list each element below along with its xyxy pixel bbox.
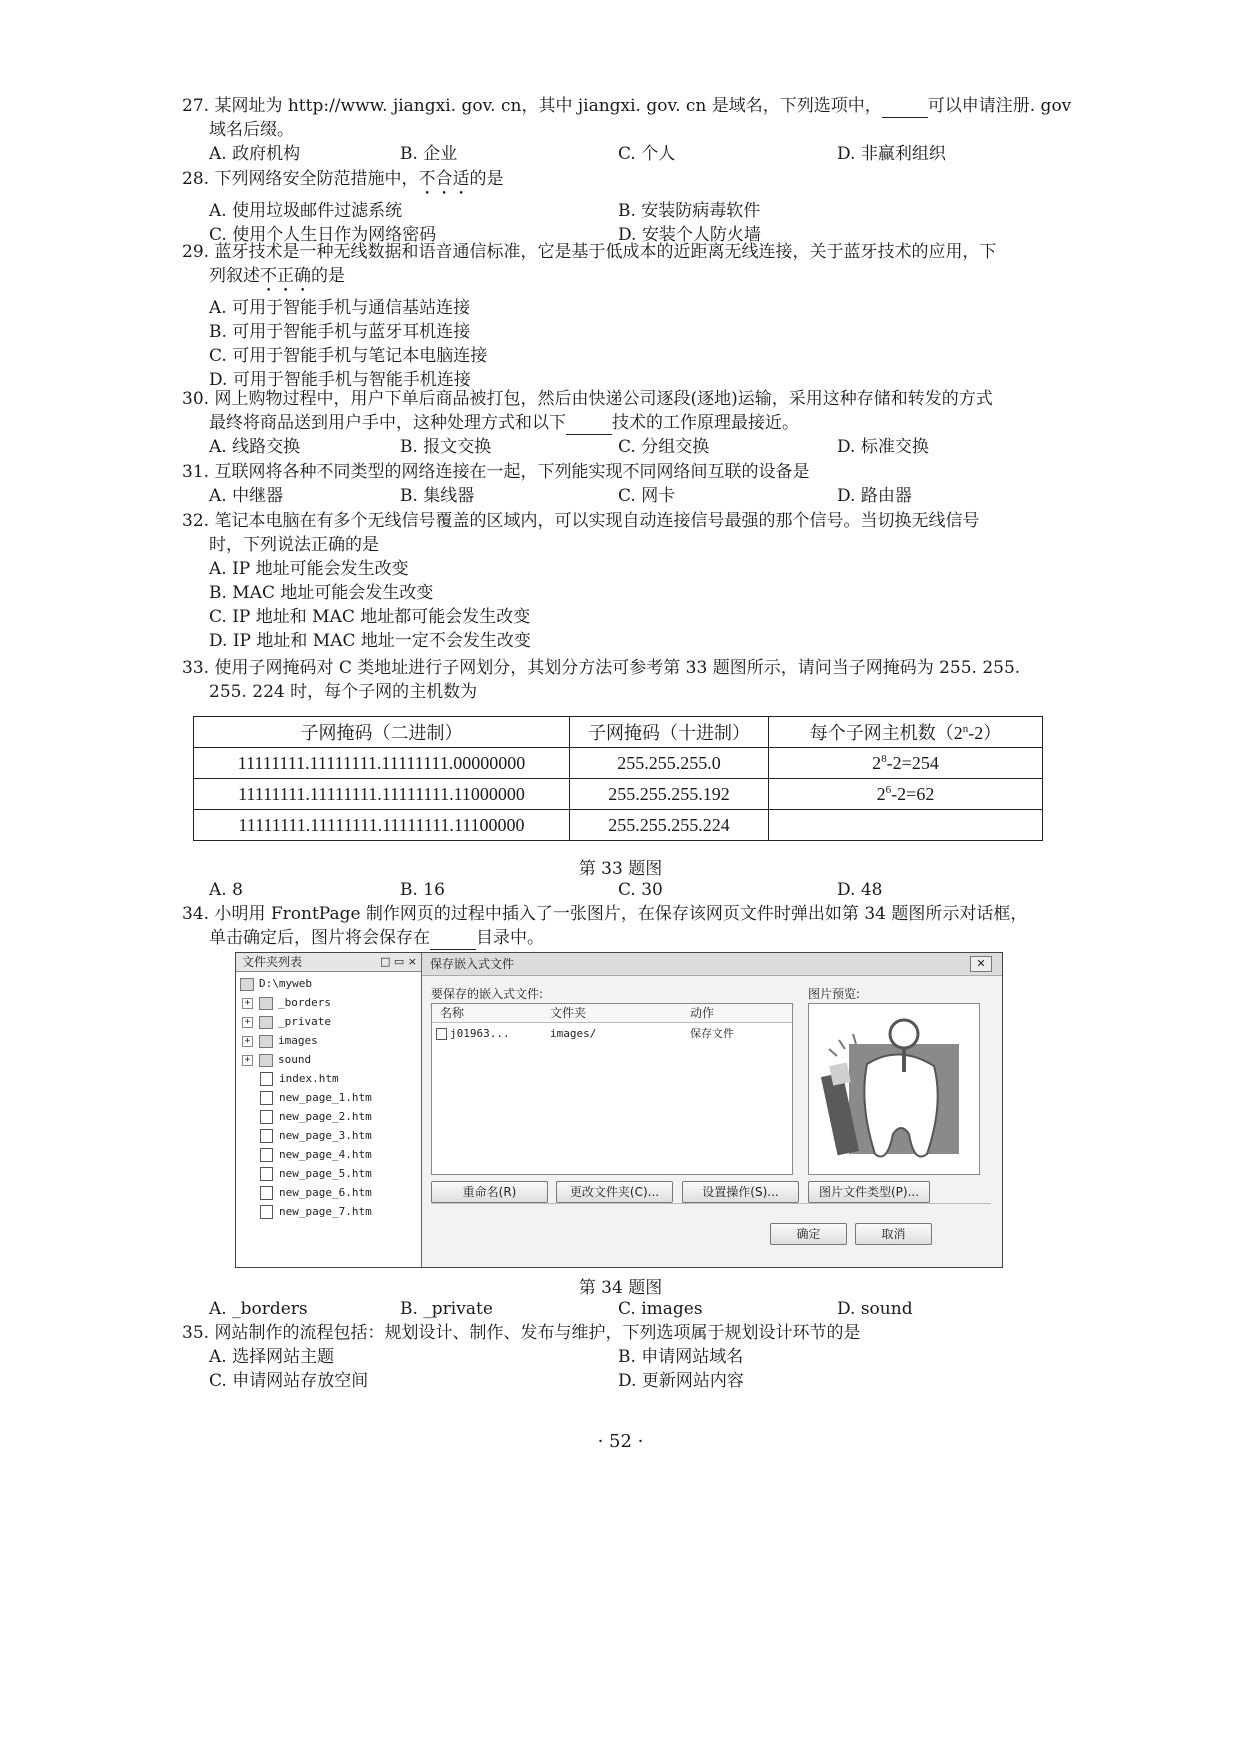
option-a[interactable]: A. 可用于智能手机与通信基站连接 (209, 298, 471, 318)
question-33 (182, 656, 1062, 704)
option-d[interactable]: D. 48 (837, 880, 883, 900)
option-c[interactable]: C. 30 (618, 880, 663, 900)
divider (431, 1203, 991, 1204)
tree-file[interactable]: new_page_4.htm (260, 1146, 372, 1163)
question-27-stem-end: 可以申请注册. gov (927, 96, 1072, 116)
option-c[interactable]: C. 使用个人生日作为网络密码 (209, 225, 437, 245)
page-icon (260, 1129, 273, 1143)
table-header: 子网掩码（二进制） (194, 717, 570, 748)
table-cell: $2^6-2=62$ (769, 779, 1043, 810)
table-cell (769, 810, 1043, 841)
option-d[interactable]: D. 安装个人防火墙 (618, 225, 761, 245)
rename-button[interactable]: 重命名(R) (431, 1181, 548, 1203)
option-b[interactable]: B. 安装防病毒软件 (618, 201, 761, 221)
tree-folder[interactable]: + _borders (242, 994, 331, 1011)
table-cell: 255.255.255.224 (570, 810, 769, 841)
tree-folder[interactable]: + sound (242, 1051, 311, 1068)
option-d[interactable]: D. 标准交换 (837, 437, 929, 457)
folder-list-pane (236, 953, 422, 1267)
table-row (194, 779, 1043, 810)
list-item-action: 保存文件 (690, 1027, 734, 1040)
option-b[interactable]: B. _private (400, 1299, 493, 1319)
table-header: 子网掩码（十进制） (570, 717, 769, 748)
question-34 (182, 902, 1062, 950)
table-cell: 11111111.11111111.11111111.11100000 (194, 810, 570, 841)
option-a[interactable]: A. 8 (209, 880, 243, 900)
question-28-stem: 28. 下列网络安全防范措施中， (182, 169, 419, 189)
question-30-stem-line2: 最终将商品送到用户手中，这种处理方式和以下 (209, 413, 566, 433)
column-header-folder[interactable]: 文件夹 (550, 1006, 587, 1020)
question-27-options (182, 142, 1062, 166)
list-item[interactable]: j01963... (436, 1026, 510, 1042)
option-c[interactable]: C. images (618, 1299, 703, 1319)
option-b[interactable]: B. 报文交换 (400, 437, 492, 457)
list-header (432, 1004, 792, 1023)
table-cell: $2^8-2=254$ (769, 748, 1043, 779)
question-33-options (182, 878, 1062, 902)
question-31-stem: 31. 互联网将各种不同类型的网络连接在一起，下列能实现不同网络间互联的设备是 (182, 462, 810, 482)
option-a[interactable]: A. 选择网站主题 (209, 1347, 335, 1367)
option-d[interactable]: D. 非赢利组织 (837, 144, 946, 164)
question-32-stem-line2: 时，下列说法正确的是 (209, 535, 379, 555)
table-cell: 255.255.255.192 (570, 779, 769, 810)
tree-file[interactable]: index.htm (260, 1070, 339, 1087)
page-icon (260, 1110, 273, 1124)
option-c[interactable]: C. 网卡 (618, 486, 676, 506)
option-c[interactable]: C. 可用于智能手机与笔记本电脑连接 (209, 346, 488, 366)
question-29-stem: 29. 蓝牙技术是一种无线数据和语音通信标准，它是基于低成本的近距离无线连接，关于蓝牙技术的应用，下 (182, 242, 997, 262)
table-header: 每个子网主机数（2$^n$-2） (769, 717, 1043, 748)
option-a[interactable]: A. 政府机构 (209, 144, 301, 164)
expand-icon[interactable]: + (242, 998, 253, 1009)
emphasis-text: 不正确 (260, 266, 311, 286)
question-31 (182, 460, 1062, 508)
home-page-icon (260, 1072, 273, 1086)
picture-preview (808, 1003, 980, 1175)
option-b[interactable]: B. MAC 地址可能会发生改变 (209, 583, 434, 603)
embedded-files-label: 要保存的嵌入式文件: (431, 987, 544, 1001)
column-header-name[interactable]: 名称 (440, 1006, 465, 1020)
question-35-stem: 35. 网站制作的流程包括：规划设计、制作、发布与维护，下列选项属于规划设计环节的是 (182, 1323, 861, 1343)
tree-file[interactable]: new_page_2.htm (260, 1108, 372, 1125)
answer-blank (882, 117, 928, 118)
folder-list-title: 文件夹列表 (242, 955, 303, 969)
answer-blank (430, 949, 476, 950)
question-28 (182, 167, 1062, 247)
option-d[interactable]: D. 可用于智能手机与智能手机连接 (209, 370, 471, 390)
question-27-stem-line2: 域名后缀。 (209, 120, 294, 140)
option-d[interactable]: D. 更新网站内容 (618, 1371, 744, 1391)
frontpage-dialog-figure (235, 952, 1003, 1268)
folder-icon (259, 997, 273, 1010)
page-icon (260, 1167, 273, 1181)
table-row (194, 748, 1043, 779)
option-a[interactable]: A. 线路交换 (209, 437, 301, 457)
close-icon[interactable]: ✕ (970, 956, 992, 972)
tree-root[interactable]: D:\myweb (240, 975, 312, 992)
folder-icon (259, 1035, 273, 1048)
question-33-stem-line2: 255. 224 时，每个子网的主机数为 (209, 682, 478, 702)
page-icon (260, 1186, 273, 1200)
folder-icon (240, 978, 254, 991)
folder-icon (259, 1016, 273, 1029)
subnet-table (193, 716, 1043, 841)
set-action-button[interactable]: 设置操作(S)... (682, 1181, 799, 1203)
option-a[interactable]: A. IP 地址可能会发生改变 (209, 559, 409, 579)
option-b[interactable]: B. 申请网站域名 (618, 1347, 744, 1367)
option-a[interactable]: A. 使用垃圾邮件过滤系统 (209, 201, 403, 221)
table-cell: 11111111.11111111.11111111.11000000 (194, 779, 570, 810)
question-30-options (182, 435, 1062, 459)
dialog-title: 保存嵌入式文件 (430, 957, 515, 971)
tree-file[interactable]: new_page_7.htm (260, 1203, 372, 1220)
question-34-stem-end: 目录中。 (476, 928, 544, 948)
change-folder-button[interactable]: 更改文件夹(C)... (556, 1181, 673, 1203)
question-32 (182, 509, 1062, 653)
page-icon (260, 1205, 273, 1219)
option-a[interactable]: A. _borders (209, 1299, 308, 1319)
folder-icon (259, 1054, 273, 1067)
option-c[interactable]: C. 个人 (618, 144, 676, 164)
question-30-stem-end: 技术的工作原理最接近。 (612, 413, 799, 433)
option-b[interactable]: B. 16 (400, 880, 445, 900)
dialog-titlebar (422, 953, 1002, 976)
table-cell: 255.255.255.0 (570, 748, 769, 779)
picture-file-type-button[interactable]: 图片文件类型(P)... (808, 1181, 930, 1203)
preview-label: 图片预览: (808, 987, 861, 1001)
page-number: · 52 · (597, 1431, 644, 1452)
option-c[interactable]: C. 申请网站存放空间 (209, 1371, 369, 1391)
option-c[interactable]: C. IP 地址和 MAC 地址都可能会发生改变 (209, 607, 531, 627)
page-icon (260, 1148, 273, 1162)
question-29-stem-end: 的是 (311, 266, 345, 286)
folder-list-header (236, 953, 421, 972)
table-header-row (194, 717, 1043, 748)
list-item-folder: images/ (550, 1027, 597, 1040)
option-d[interactable]: D. IP 地址和 MAC 地址一定不会发生改变 (209, 631, 531, 651)
question-34-stem: 34. 小明用 FrontPage 制作网页的过程中插入了一张图片，在保存该网页文件时弹出如第 34 题图所示对话框， (182, 904, 1028, 924)
expand-icon[interactable]: + (242, 1055, 253, 1066)
question-35 (182, 1321, 1062, 1393)
option-c[interactable]: C. 分组交换 (618, 437, 710, 457)
tree-folder[interactable]: + images (242, 1032, 318, 1049)
emphasis-text: 不合适 (418, 169, 470, 189)
option-b[interactable]: B. 企业 (400, 144, 458, 164)
expand-icon[interactable]: + (242, 1036, 253, 1047)
cancel-button[interactable]: 取消 (855, 1223, 932, 1245)
question-29-stem-line2: 列叙述 (209, 266, 260, 286)
question-32-stem: 32. 笔记本电脑在有多个无线信号覆盖的区域内，可以实现自动连接信号最强的那个信号。当切换无线信号 (182, 511, 980, 531)
table-cell: 11111111.11111111.11111111.00000000 (194, 748, 570, 779)
option-a[interactable]: A. 中继器 (209, 486, 284, 506)
save-embedded-files-dialog (422, 953, 1002, 1267)
figure-34-caption: 第 34 题图 (578, 1278, 663, 1298)
table-row (194, 810, 1043, 841)
option-d[interactable]: D. sound (837, 1299, 913, 1319)
question-34-stem-line2: 单击确定后，图片将会保存在 (209, 928, 430, 948)
page-icon (260, 1091, 273, 1105)
embedded-files-list[interactable] (431, 1003, 793, 1175)
option-b[interactable]: B. 可用于智能手机与蓝牙耳机连接 (209, 322, 471, 342)
column-header-action[interactable]: 动作 (690, 1006, 715, 1020)
image-file-icon (436, 1028, 447, 1040)
expand-icon[interactable]: + (242, 1017, 253, 1028)
question-28-stem-end: 的是 (469, 169, 504, 189)
option-d[interactable]: D. 路由器 (837, 486, 912, 506)
dental-clipart-image (809, 1004, 979, 1174)
figure-33-caption: 第 33 题图 (578, 859, 663, 879)
tree-file[interactable]: new_page_6.htm (260, 1184, 372, 1201)
pane-controls[interactable]: □ ▭ × (380, 955, 417, 968)
question-29 (182, 240, 1062, 392)
tree-file[interactable]: new_page_3.htm (260, 1127, 372, 1144)
ok-button[interactable]: 确定 (770, 1223, 847, 1245)
question-33-stem: 33. 使用子网掩码对 C 类地址进行子网划分，其划分方法可参考第 33 题图所示，请问当子网掩码为 255. 255. (182, 658, 1021, 678)
tree-folder[interactable]: + _private (242, 1013, 331, 1030)
question-27-stem: 27. 某网址为 http://www. jiangxi. gov. cn，其中 jiangxi. gov. cn 是域名，下列选项中， (182, 96, 882, 116)
tree-file[interactable]: new_page_5.htm (260, 1165, 372, 1182)
tree-file[interactable]: new_page_1.htm (260, 1089, 372, 1106)
option-b[interactable]: B. 集线器 (400, 486, 475, 506)
question-27 (182, 94, 1072, 166)
question-30 (182, 387, 1062, 459)
question-31-options (182, 484, 1062, 508)
question-34-options (182, 1297, 1062, 1321)
question-30-stem: 30. 网上购物过程中，用户下单后商品被打包，然后由快递公司逐段(逐地)运输，采用这种存储和转发的方式 (182, 389, 993, 409)
